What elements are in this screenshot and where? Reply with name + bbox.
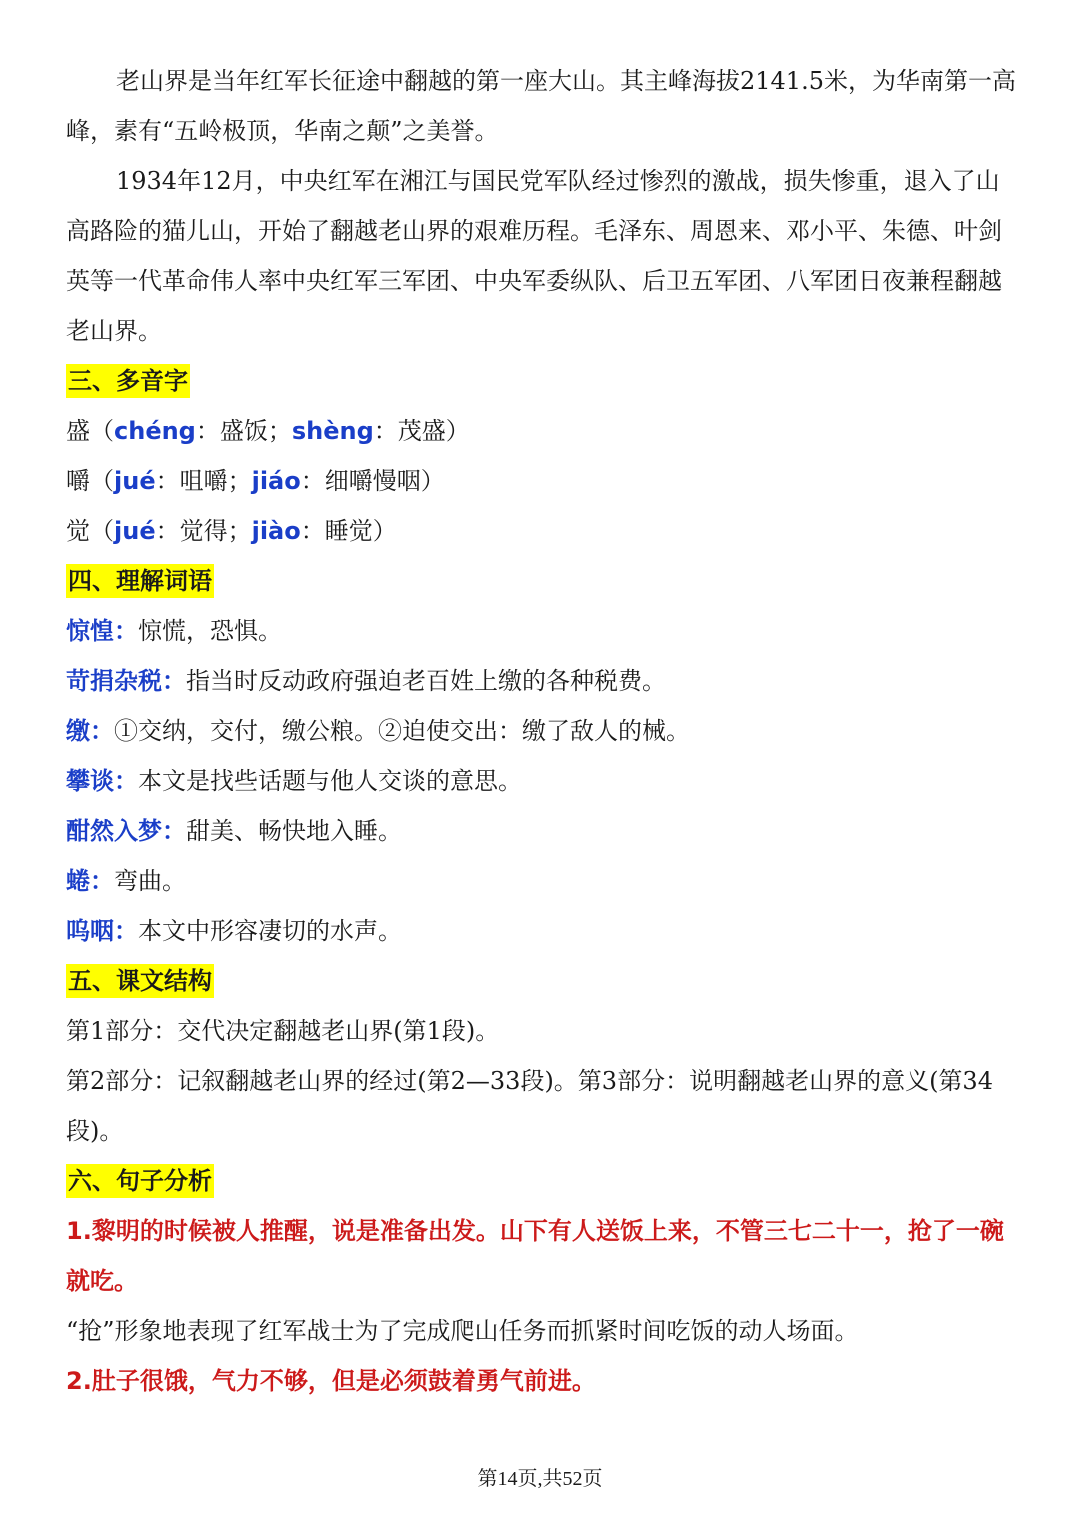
- example-words: ：睡觉）: [300, 517, 397, 545]
- vocab-definition: 甜美、畅快地入睡。: [186, 817, 402, 845]
- vocab-definition: 惊慌，恐惧。: [138, 617, 282, 645]
- analysis-explanation-1: “抢”形象地表现了红军战士为了完成爬山任务而抓紧时间吃饭的动人场面。: [66, 1317, 859, 1345]
- vocab-term: 蜷：: [66, 867, 114, 895]
- polyphone-char: 嚼: [66, 467, 90, 495]
- vocab-item: [66, 706, 1020, 756]
- example-words: ：咀嚼；: [155, 467, 252, 495]
- intro-paragraph-1: 老山界是当年红军长征途中翻越的第一座大山。其主峰海拔2141.5米，为华南第一高峰，素有“五岭极顶，华南之颠”之美誉。: [66, 67, 1016, 145]
- vocab-definition: 本文是找些话题与他人交谈的意思。: [138, 767, 522, 795]
- analysis-sentence-2: 2.肚子很饿，气力不够，但是必须鼓着勇气前进。: [66, 1367, 596, 1395]
- vocab-item: [66, 856, 1020, 906]
- section-title: 五、课文结构: [66, 964, 214, 998]
- pinyin: jiào: [251, 517, 301, 545]
- polyphone-item: [66, 406, 1020, 456]
- bracket: （: [90, 467, 114, 495]
- vocab-definition: 弯曲。: [114, 867, 186, 895]
- vocab-definition: ①交纳，交付，缴公粮。②迫使交出：缴了敌人的械。: [114, 717, 690, 745]
- vocab-item: [66, 906, 1020, 956]
- vocab-item: [66, 606, 1020, 656]
- intro-paragraph-2: 1934年12月，中央红军在湘江与国民党军队经过惨烈的激战，损失惨重，退入了山高路险的猫儿山，开始了翻越老山界的艰难历程。毛泽东、周恩来、邓小平、朱德、叶剑英等一代革命伟人率中央红军三军团、中央军委纵队、后卫五军团、八军团日夜兼程翻越老山界。: [66, 167, 1002, 345]
- vocab-term: 攀谈：: [66, 767, 138, 795]
- polyphone-item: [66, 456, 1020, 506]
- example-words: ：细嚼慢咽）: [300, 467, 445, 495]
- structure-part-2-3: 第2部分：记叙翻越老山界的经过(第2—33段)。第3部分：说明翻越老山界的意义(第34段)。: [66, 1067, 993, 1145]
- pinyin: chéng: [114, 417, 196, 445]
- polyphone-char: 盛: [66, 417, 90, 445]
- vocab-definition: 指当时反动政府强迫老百姓上缴的各种税费。: [186, 667, 666, 695]
- pinyin: jué: [114, 467, 156, 495]
- vocab-term: 酣然入梦：: [66, 817, 186, 845]
- section-title: 四、理解词语: [66, 564, 214, 598]
- section-heading-structure: [66, 956, 1020, 1006]
- vocab-item: [66, 656, 1020, 706]
- pinyin: jiáo: [251, 467, 301, 495]
- example-words: ：盛饭；: [195, 417, 292, 445]
- vocab-definition: 本文中形容凄切的水声。: [138, 917, 402, 945]
- pinyin: jué: [114, 517, 156, 545]
- page-number: 第14页,共52页: [477, 1468, 603, 1490]
- vocab-term: 苛捐杂税：: [66, 667, 186, 695]
- section-title: 六、句子分析: [66, 1164, 214, 1198]
- vocab-term: 惊惶：: [66, 617, 138, 645]
- bracket: （: [90, 417, 114, 445]
- example-words: ：茂盛）: [373, 417, 470, 445]
- section-title: 三、多音字: [66, 364, 190, 398]
- vocab-term: 缴：: [66, 717, 114, 745]
- example-words: ：觉得；: [155, 517, 252, 545]
- vocab-term: 呜咽：: [66, 917, 138, 945]
- section-heading-vocabulary: [66, 556, 1020, 606]
- structure-part-1: 第1部分：交代决定翻越老山界(第1段)。: [66, 1017, 500, 1045]
- section-heading-polyphones: [66, 356, 1020, 406]
- bracket: （: [90, 517, 114, 545]
- pinyin: shèng: [291, 417, 374, 445]
- section-heading-sentence-analysis: [66, 1156, 1020, 1206]
- vocab-item: [66, 756, 1020, 806]
- vocab-item: [66, 806, 1020, 856]
- polyphone-char: 觉: [66, 517, 90, 545]
- analysis-sentence-1: 1.黎明的时候被人推醒，说是准备出发。山下有人送饭上来，不管三七二十一，抢了一碗就吃。: [66, 1217, 1004, 1295]
- polyphone-item: [66, 506, 1020, 556]
